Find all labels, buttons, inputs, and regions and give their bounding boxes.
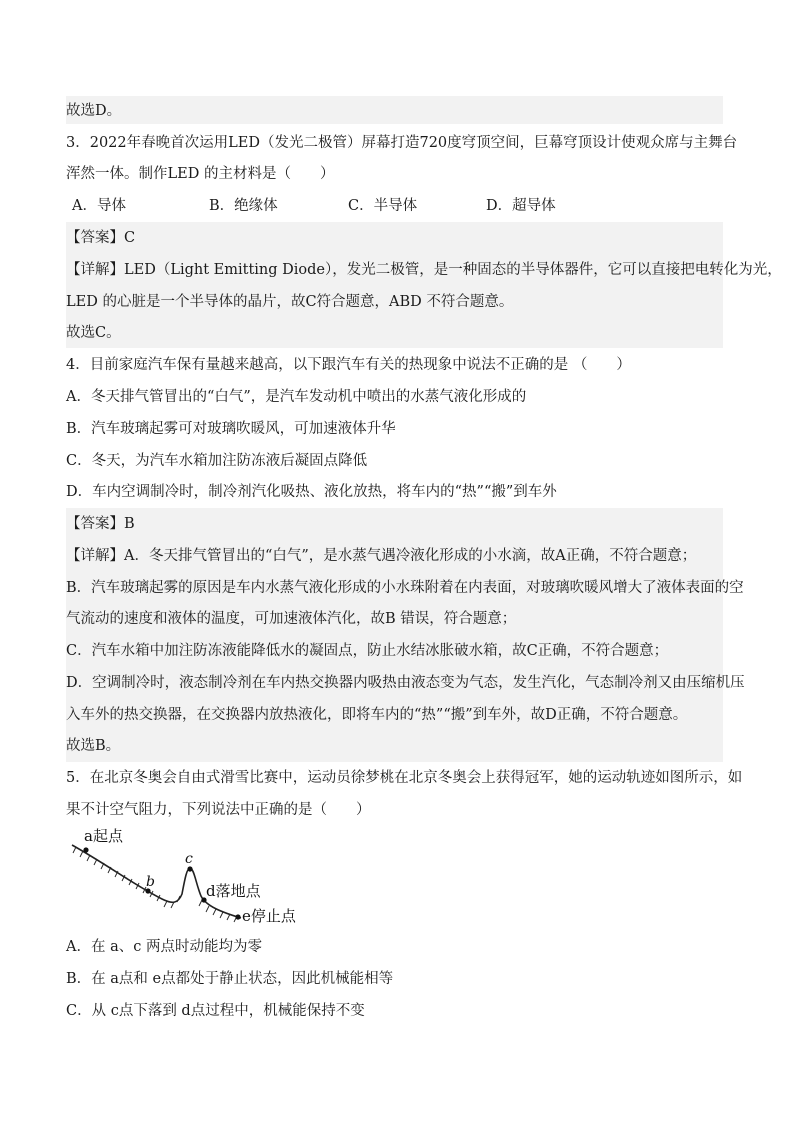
label-d: d落地点 (206, 882, 261, 900)
q4-option-d: D．车内空调制冷时，制冷剂汽化吸热、液化放热，将车内的“热”“搬”到车外 (66, 484, 557, 500)
q4-detail-line6: 入车外的热交换器，在交换器内放热液化，即将车内的“热”“搬”到车外，故D正确，不符合题意。 (66, 707, 688, 723)
q3-detail-line2: LED 的心脏是一个半导体的晶片，故C符合题意，ABD 不符合题意。 (66, 294, 514, 310)
q3-option-d: D．超导体 (486, 198, 556, 214)
label-b: b (146, 874, 155, 890)
q3-detail-line1: 【详解】LED（Light Emitting Diode），发光二极管，是一种固态的半导体器件，它可以直接把电转化为光， (66, 262, 782, 278)
q3-answer-block (66, 222, 723, 348)
q4-option-a: A．冬天排气管冒出的“白气”，是汽车发动机中喷出的水蒸气液化形成的 (66, 389, 527, 405)
q3-conclusion: 故选C。 (66, 325, 121, 341)
q4-detail-line3: 气流动的速度和液体的温度，可加速液体汽化，故B 错误，符合题意； (66, 611, 517, 627)
q4-detail-line5: D．空调制冷时，液态制冷剂在车内热交换器内吸热由液态变为气态，发生汽化，气态制冷剂又由压缩机压 (66, 675, 745, 691)
q4-conclusion: 故选B。 (66, 738, 121, 754)
q5-option-c: C．从 c点下落到 d点过程中，机械能保持不变 (66, 1003, 365, 1019)
point-a (83, 847, 88, 852)
q3-option-b: B．绝缘体 (209, 198, 278, 214)
q4-detail-line2: B．汽车玻璃起雾的原因是车内水蒸气液化形成的小水珠附着在内表面，对玻璃吹暖风增大了液体表面的空 (66, 580, 744, 596)
q3-answer: 【答案】C (66, 230, 136, 246)
q3-option-c: C．半导体 (348, 198, 418, 214)
q4-option-b: B．汽车玻璃起雾可对玻璃吹暖风，可加速液体升华 (66, 421, 396, 437)
q3-option-a: A．导体 (72, 198, 126, 214)
q5-option-a: A．在 a、c 两点时动能均为零 (66, 939, 262, 955)
q2-conclusion: 故选D。 (66, 103, 122, 119)
q3-stem-line1: 3．2022年春晚首次运用LED（发光二极管）屏幕打造720度穹顶空间，巨幕穹顶设计使观众席与主舞台 (66, 135, 738, 151)
q5-stem-line2: 果不计空气阻力，下列说法中正确的是（ ） (66, 802, 371, 818)
q4-detail-line4: C．汽车水箱中加注防冻液能降低水的凝固点，防止水结冰胀破水箱，故C正确，不符合题意； (66, 643, 669, 659)
label-c: c (185, 851, 193, 867)
q4-detail-line1: 【详解】A．冬天排气管冒出的“白气”，是水蒸气遇冷液化形成的小水滴，故A正确，不符合题意； (66, 548, 697, 564)
ski-trajectory-figure (66, 824, 306, 928)
q5-option-b: B．在 a点和 e点都处于静止状态，因此机械能相等 (66, 971, 394, 987)
q4-answer: 【答案】B (66, 516, 135, 532)
q3-stem-line2: 浑然一体。制作LED 的主材料是（ ） (66, 166, 335, 182)
label-e: e停止点 (242, 907, 296, 925)
q2-answer-block (66, 96, 723, 124)
label-a: a起点 (84, 827, 123, 845)
q4-option-c: C．冬天，为汽车水箱加注防冻液后凝固点降低 (66, 453, 368, 469)
q5-stem-line1: 5．在北京冬奥会自由式滑雪比赛中，运动员徐梦桃在北京冬奥会上获得冠军，她的运动轨迹如图所示，如 (66, 770, 743, 786)
point-e (235, 914, 240, 919)
point-c (187, 866, 192, 871)
q4-stem: 4．目前家庭汽车保有量越来越高，以下跟汽车有关的热现象中说法不正确的是 （ ） (66, 357, 631, 373)
